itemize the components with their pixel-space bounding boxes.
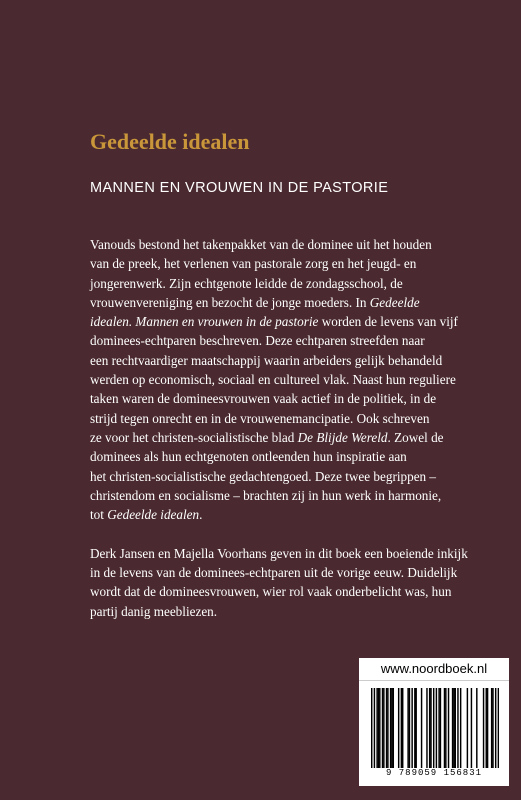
blurb-line [90,312,490,331]
barcode-bar [448,688,449,768]
blurb-line [90,274,490,293]
blurb-line [90,331,490,350]
text-run: het christen-socialistische gedachtengoed. Deze twee begrippen – [90,468,437,484]
text-run: werden op economisch, sociaal en cultureel vlak. Naast hun reguliere [90,372,456,388]
barcode-bar [402,688,403,768]
barcode-bar [390,688,391,768]
barcode-bar [455,688,456,768]
barcode-graphic [371,688,499,768]
barcode-bar [491,688,492,768]
text-run: jongerenwerk. Zijn echtgenote leidde de zondagsschool, de [90,275,403,291]
text-run: . Zowel de [387,429,444,445]
barcode-bar [498,688,499,768]
barcode-bar [421,688,422,768]
blurb-line [90,544,490,563]
text-run: een rechtvaardiger maatschappij waarin arbeiders gelijk behandeld [90,352,443,368]
text-run: ze voor het christen-socialistische blad [90,429,298,445]
barcode-bar [398,688,399,768]
barcode-bar [430,688,431,768]
barcode-bar [444,688,445,768]
paragraph-gap [90,524,490,543]
blurb-line [90,235,490,254]
text-run: taken waren de domineesvrouwen vaak actief in de politiek, in de [90,391,437,407]
text-run: christendom en socialisme – brachten zij in hun werk in harmonie, [90,487,442,503]
barcode-bar [383,688,384,768]
blurb-line [90,602,490,621]
barcode-bar [483,688,484,768]
barcode-bar [436,688,437,768]
barcode-bar [391,688,392,768]
text-run: Vanouds bestond het takenpakket van de dominee uit het houden [90,237,432,252]
barcode-label [359,658,509,786]
barcode-bar [460,688,461,768]
italic-run: Gedeelde [369,294,420,310]
text-run: partij danig meebliezen. [90,603,218,619]
blurb-line [90,389,490,408]
barcode-bar [471,688,472,768]
barcode-bar [374,688,375,768]
barcode-bar [429,688,430,768]
barcode-bar [486,688,487,768]
blurb-text [90,235,490,621]
text-run: vrouwenvereniging en bezocht de jonge moeders. In [90,294,370,310]
publisher-url: www.noordboek.nl [359,658,509,681]
text-run: dominees-echtparen beschreven. Deze echtparen streefden naar [90,333,425,349]
blurb-line [90,370,490,389]
barcode-bar [371,688,372,768]
barcode-bar [452,688,453,768]
italic-run: Gedeelde idealen [107,507,200,523]
text-run: . [199,507,203,523]
barcode-bar [376,688,377,768]
book-title: Gedeelde idealen [90,129,250,154]
barcode-bar [445,688,446,768]
text-run: Derk Jansen en Majella Voorhans geven in dit boek een boeiende inkijk [90,545,468,561]
blurb-line [90,582,490,601]
blurb-line [90,293,490,312]
blurb-line [90,563,490,582]
italic-run: De Blijde Wereld [297,429,388,445]
barcode-bar [438,688,439,768]
blurb-line [90,447,490,466]
barcode-bar [453,688,454,768]
barcode-bar [393,688,394,768]
barcode-bar [495,688,496,768]
barcode-bar [467,688,468,768]
barcode-bar [487,688,488,768]
barcode-bar [457,688,458,768]
blurb-line [90,254,490,273]
italic-run: idealen. Mannen en vrouwen in de pastorie [90,314,319,330]
text-run: in de levens van de dominees-echtparen uit de vorige eeuw. Duidelijk [90,565,458,581]
barcode-bar [411,688,412,768]
text-run: dominees als hun echtgenoten ontleenden hun inspiratie aan [90,449,407,465]
barcode-bar [409,688,410,768]
barcode-bar [414,688,415,768]
blurb-line [90,467,490,486]
text-run: wordt dat de domineesvrouwen, wier rol vaak onderbelicht was, hun [90,584,452,600]
blurb-line [90,428,490,447]
barcode-bar [386,688,387,768]
text-run: worden de levens van vijf [318,314,458,330]
barcode-bar [440,688,441,768]
barcode-bar [415,688,416,768]
text-run: strijd tegen onrecht en in de vrouwenemancipatie. Ook schreven [90,410,430,426]
blurb-line [90,351,490,370]
isbn-number: 9 789059 156831 [385,768,482,778]
barcode-bar [492,688,493,768]
book-subtitle: MANNEN EN VROUWEN IN DE PASTORIE [90,180,389,196]
barcode-bar [426,688,427,768]
barcode-bar [379,688,380,768]
barcode-bar [378,688,379,768]
barcode-bar [433,688,434,768]
blurb-line [90,409,490,428]
barcode-bar [387,688,388,768]
text-run: van de preek, het verlenen van pastorale zorg en het jeugd- en [90,256,417,272]
barcode-bar [407,688,408,768]
blurb-line [90,505,490,524]
barcode-bar [476,688,477,768]
barcode-bar [401,688,402,768]
blurb-line [90,486,490,505]
text-run: tot [90,507,108,523]
barcode-bar [382,688,383,768]
